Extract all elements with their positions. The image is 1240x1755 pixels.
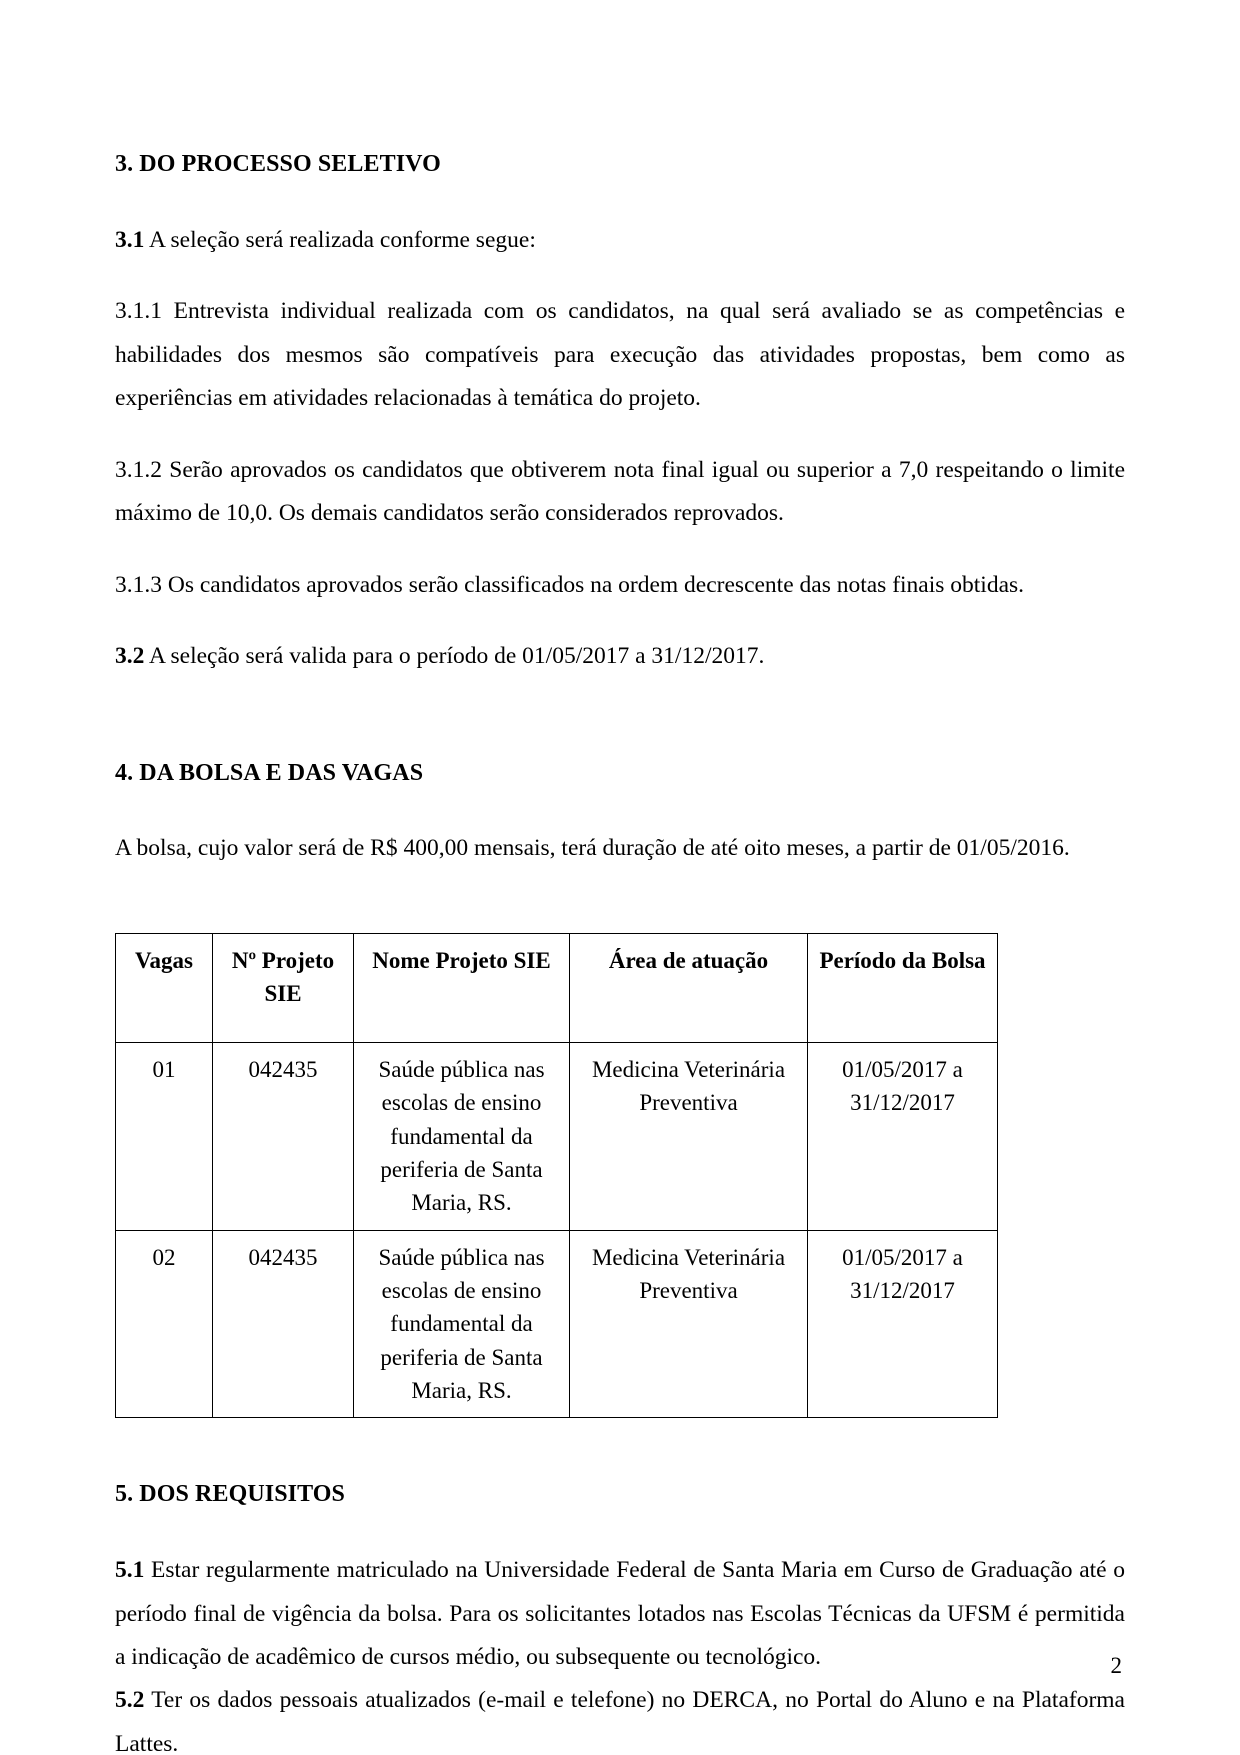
cell-nome-line-3: fundamental da — [390, 1311, 533, 1337]
cell-periodo-line-1: 01/05/2017 a — [842, 1244, 963, 1270]
cell-periodo — [808, 1042, 998, 1230]
cell-area-line-1: Medicina Veterinária — [591, 1056, 786, 1082]
paragraph-3-1-2 — [115, 449, 1125, 536]
paragraph-bolsa: A bolsa, cujo valor será de R$ 400,00 mensais, terá duração de até oito meses, a partir de 01/05/2016. — [115, 835, 1070, 862]
cell-area-line-2: Preventiva — [639, 1090, 738, 1116]
paragraph-text-3-1-1: Entrevista individual realizada com os candidatos, na qual será avaliado se as competências e habilidades dos mesmos são compatíveis para execução das atividades propostas, bem como as experiências em atividades relacionadas à temática do projeto. — [115, 298, 1125, 412]
cell-periodo-line-2: 31/12/2017 — [850, 1277, 955, 1303]
paragraph-number-5-2: 5.2 — [115, 1687, 145, 1714]
paragraph-5-2 — [115, 1679, 1125, 1755]
table-row — [116, 1230, 998, 1418]
column-header-area — [570, 933, 808, 1042]
paragraph-text-3-1-3: Os candidatos aprovados serão classificados na ordem decrescente das notas finais obtidas. — [162, 571, 1025, 598]
cell-nome-line-3: fundamental da — [390, 1123, 533, 1149]
cell-nome-line-4: periferia de Santa — [380, 1156, 543, 1182]
cell-nome-projeto — [354, 1042, 570, 1230]
table-head — [116, 933, 998, 1042]
document-body — [115, 150, 1125, 1755]
cell-vagas: 01 — [116, 1042, 213, 1230]
paragraph-text-5-2: Ter os dados pessoais atualizados (e-mail e telefone) no DERCA, no Portal do Aluno e na Plataforma Lattes. — [115, 1687, 1125, 1755]
paragraph-3-1-3 — [115, 564, 1125, 607]
spacer — [115, 1509, 1125, 1549]
cell-area-line-2: Preventiva — [639, 1277, 738, 1303]
paragraph-number-3-1-3: 3.1.3 — [115, 571, 162, 598]
column-header-num-projeto — [213, 933, 354, 1042]
cell-nome-line-1: Saúde pública nas — [378, 1244, 545, 1270]
paragraph-3-1 — [115, 219, 1125, 262]
paragraph-5-1 — [115, 1549, 1125, 1679]
spacer — [115, 1418, 1125, 1480]
paragraph-number-5-1: 5.1 — [115, 1557, 145, 1584]
spacer — [115, 421, 1125, 449]
cell-vagas: 02 — [116, 1230, 213, 1418]
column-header-periodo — [808, 933, 998, 1042]
spacer — [115, 262, 1125, 290]
paragraph-number-3-1-2: 3.1.2 — [115, 456, 162, 483]
column-header-nome-projeto-line-1: Nome Projeto SIE — [372, 947, 551, 973]
cell-nome-projeto — [354, 1230, 570, 1418]
spacer — [115, 679, 1125, 759]
page-number: 2 — [1110, 1653, 1122, 1678]
cell-num-projeto: 042435 — [213, 1230, 354, 1418]
column-header-nome-projeto — [354, 933, 570, 1042]
cell-nome-line-1: Saúde pública nas — [378, 1056, 545, 1082]
column-header-num-projeto-line-2: SIE — [264, 981, 302, 1007]
cell-nome-line-5: Maria, RS. — [411, 1190, 512, 1216]
cell-nome-line-2: escolas de ensino — [381, 1277, 542, 1303]
section-heading-3: 3. DO PROCESSO SELETIVO — [115, 151, 441, 177]
section-heading-5: 5. DOS REQUISITOS — [115, 1481, 346, 1508]
cell-nome-line-5: Maria, RS. — [411, 1377, 512, 1403]
cell-area-line-1: Medicina Veterinária — [591, 1244, 786, 1270]
table-body — [116, 1042, 998, 1417]
column-header-periodo-line-1: Período da Bolsa — [819, 947, 986, 973]
cell-periodo-line-1: 01/05/2017 a — [842, 1056, 963, 1082]
cell-periodo — [808, 1230, 998, 1418]
cell-nome-line-2: escolas de ensino — [381, 1090, 542, 1116]
cell-nome-line-4: periferia de Santa — [380, 1344, 543, 1370]
spacer — [115, 179, 1125, 219]
paragraph-text-5-1: Estar regularmente matriculado na Universidade Federal de Santa Maria em Curso de Graduação até o período final de vigência da bolsa. Para os solicitantes lotados nas Escolas Técnicas da UFSM é permitida a indicação de acadêmico de cursos médio, ou subsequente ou tecnológico. — [115, 1557, 1125, 1670]
section-heading-4: 4. DA BOLSA E DAS VAGAS — [115, 759, 424, 786]
spacer — [115, 607, 1125, 635]
paragraph-3-1-1 — [115, 290, 1125, 420]
paragraph-number-3-2: 3.2 — [115, 643, 145, 670]
column-header-vagas-line-1: Vagas — [135, 947, 193, 973]
table-row — [116, 1042, 998, 1230]
spacer — [115, 787, 1125, 827]
spacer — [115, 871, 1125, 933]
paragraph-3-2 — [115, 635, 1125, 678]
vagas-table — [115, 933, 998, 1418]
spacer — [115, 536, 1125, 564]
paragraph-text-3-1: A seleção será realizada conforme segue: — [144, 226, 536, 253]
cell-num-projeto: 042435 — [213, 1042, 354, 1230]
cell-area — [570, 1042, 808, 1230]
cell-area — [570, 1230, 808, 1418]
column-header-num-projeto-line-1: Nº Projeto — [231, 947, 335, 973]
paragraph-number-3-1: 3.1 — [115, 226, 145, 253]
paragraph-text-3-2: A seleção será valida para o período de 01/05/2017 a 31/12/2017. — [144, 643, 765, 670]
cell-periodo-line-2: 31/12/2017 — [850, 1090, 955, 1116]
column-header-vagas — [116, 933, 213, 1042]
paragraph-text-3-1-2: Serão aprovados os candidatos que obtiverem nota final igual ou superior a 7,0 respeitando o limite máximo de 10,0. Os demais candidatos serão considerados reprovados. — [115, 456, 1125, 527]
column-header-area-line-1: Área de atuação — [608, 947, 769, 973]
table-header-row — [116, 933, 998, 1042]
paragraph-number-3-1-1: 3.1.1 — [115, 298, 162, 325]
